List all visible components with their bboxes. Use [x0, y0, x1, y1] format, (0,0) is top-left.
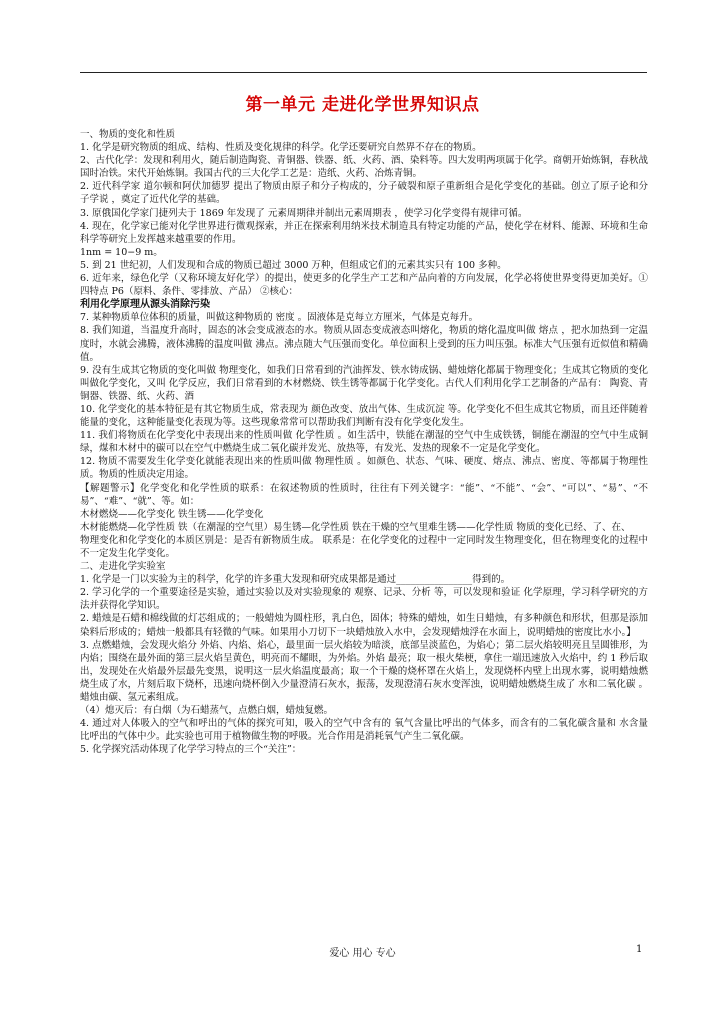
paragraph: 5. 化学探究活动体现了化学学习特点的三个“关注”： — [80, 744, 302, 756]
page-title: 第一单元 走进化学世界知识点 — [245, 95, 480, 115]
paragraph: 利用化学原理从源头消除污染 — [80, 299, 210, 311]
page-number: 1 — [636, 944, 643, 955]
paragraph: 一、物质的变化和性质 — [80, 129, 176, 140]
paragraph: 10. 化学变化的基本特征是有其它物质生成，常表现为 颜色改变、放出气体、生成沉淀 等。化学变化不但生成其它物质，而且还伴随着能量的变化，这种能量变化表现为等。这些现象常常可以帮助我们判断有没有化学变化发生。 — [80, 403, 648, 429]
paragraph: 木材燃烧——化学变化 铁生锈——化学变化 — [80, 508, 264, 520]
paragraph: 6. 近年来，绿色化学（又称环境友好化学）的提出，使更多的化学生产工艺和产品向着的方向发展，化学必将使世界变得更加美好。①四特点 P6（原料、条件、零排放、产品） ②核心： — [80, 273, 648, 298]
paragraph: 2. 学习化学的一个重要途径是实验，通过实验以及对实验现象的 观察、记录、分析 等，可以发现和验证 化学原理，学习科学研究的方法并获得化学知识。 — [80, 587, 648, 612]
paragraph: 11. 我们将物质在化学变化中表现出来的性质叫做 化学性质 。如生活中，铁能在潮湿的空气中生成铁锈，铜能在潮湿的空气中生成铜绿，煤和木材中的碳可以在空气中燃烧生成二氧化碳并发光、放热等，有发光、发热的现象不一定是化学变化。 — [80, 430, 648, 455]
paragraph: 3. 点燃蜡烛，会发现火焰分 外焰、内焰、焰心，最里面一层火焰较为暗淡，底部呈淡蓝色，为焰心；第二层火焰较明亮且呈圆锥形，为内焰；围绕在最外面的第三层火焰呈黄色，明亮而不耀眼，为外焰。外焰 最亮；取一根火柴梗，拿住一端迅速放入火焰中，约 1 秒后取出，发现处在火焰最外层最先变黑，说明这一层火焰温度最高；取一个干燥的烧杯罩在火焰上，发现烧杯内壁上出现水雾，说明蜡烛燃烧生成了水，片刻后取下烧杯，迅速向烧杯倒入少量澄清石灰水，振荡，发现澄清石灰水变浑浊，说明蜡烛燃烧生成了 水和二氧化碳 。蜡烛由碳、氢元素组成。 — [80, 639, 648, 704]
paragraph: 2. 近代科学家 道尔顿和阿伏加德罗 提出了物质由原子和分子构成的，分子破裂和原子重新组合是化学变化的基础。创立了原子论和分子学说 ，奠定了近代化学的基础。 — [80, 181, 648, 206]
paragraph: （4）熄灭后：有白烟（为石蜡蒸气，点燃白烟，蜡烛复燃。 — [80, 705, 334, 717]
paragraph: 1nm = 10−9 m。 — [80, 246, 163, 258]
paragraph: 2、古代化学：发现和利用火，随后制造陶瓷、青铜器、铁器、纸、火药、酒、染料等。四大发明两项属于化学。商朝开始炼铜，春秋战国时冶铁。宋代开始炼铜。我国古代的三大化学工艺是：造纸、火药、冶炼青铜。 — [80, 155, 648, 180]
paragraph: 9. 没有生成其它物质的变化叫做 物理变化，如我们日常看到的汽油挥发、铁水铸成锅、蜡烛熔化都属于物理变化；生成其它物质的变化叫做化学变化，又叫 化学反应，我们日常看到的木材燃烧、铁生锈等都属于化学变化。古代人们利用化学工艺制备的产品有： 陶瓷、青铜器、铁器、纸、火药、酒 — [80, 364, 648, 402]
paragraph: 4. 通过对人体吸入的空气和呼出的气体的探究可知，吸入的空气中含有的 氧气含量比呼出的气体多，而含有的二氧化碳含量和 水含量比呼出的气体中少。此实验也可用于植物做生物的呼吸。光合作用是消耗氧气产生二氧化碳。 — [80, 718, 648, 743]
paragraph: 1. 化学是研究物质的组成、结构、性质及变化规律的科学。化学还要研究自然界不存在的物质。 — [80, 142, 482, 154]
paragraph: 木材能燃烧—化学性质 铁（在潮湿的空气里）易生锈—化学性质 铁在干燥的空气里难生锈——化学性质 物质的变化已经、了、在、 — [80, 521, 631, 533]
paragraph: 4. 现在，化学家已能对化学世界进行微观探索，并正在探索利用纳米技术制造具有特定功能的产品，使化学在材料、能源、环境和生命科学等研究上发挥越来越重要的作用。 — [80, 220, 648, 245]
paragraph: 8. 我们知道，当温度升高时，固态的冰会变成液态的水。物质从固态变成液态叫熔化，物质的熔化温度叫做 熔点 ，把水加热到一定温度时，水就会沸腾，液体沸腾的温度叫做 沸点。沸点随大气压强而变化。单位面积上受到的压力叫压强。标准大气压强有近似值和精确值。 — [80, 325, 648, 363]
paragraph: 3. 原俄国化学家门捷列夫于 1869 年发现了 元素周期律并制出元素周期表 ，使学习化学变得有规律可循。 — [80, 207, 528, 219]
paragraph: 12. 物质不需要发生化学变化就能表现出来的性质叫做 物理性质 。如颜色、状态、气味、硬度、熔点、沸点、密度、等都属于物理性质。物质的性质决定用途。 — [80, 456, 648, 481]
body-text — [80, 128, 648, 757]
paragraph: 7. 某种物质单位体积的质量，叫做这种物质的 密度 。固液体是克每立方厘米，气体是克每升。 — [80, 312, 479, 324]
paragraph: 5. 到 21 世纪初，人们发现和合成的物质已超过 3000 万种，但组成它们的元素其实只有 100 多种。 — [80, 259, 507, 271]
paragraph: 2. 蜡烛是石蜡和棉线做的灯芯组成的；一般蜡烛为圆柱形，乳白色，固体；特殊的蜡烛，如生日蜡烛，有多种颜色和形状，但那是添加染料后形成的；蜡烛一般都具有轻微的气味。如果用小刀切下一块蜡烛放入水中，会发现蜡烛浮在水面上，说明蜡烛的密度比水小。】 — [80, 613, 648, 638]
footer-text: 爱心 用心 专心 — [329, 948, 396, 959]
paragraph: 二、走进化学实验室 — [80, 561, 166, 573]
paragraph: 物理变化和化学变化的本质区别是：是否有新物质生成。 联系是：在化学变化的过程中一定同时发生物理变化，但在物理变化的过程中不一定发生化学变化。 — [80, 534, 648, 559]
paragraph: 1. 化学是一门以实验为主的科学，化学的许多重大发现和研究成果都是通过________________得到的。 — [80, 574, 511, 586]
paragraph: 【解题警示】化学变化和化学性质的联系：在叙述物质的性质时，往往有下列关键字：“能”、“不能”、“会”、“可以”、“易”、“不易”、“难”、“就”、等。如： — [80, 482, 648, 507]
header-rule — [80, 72, 647, 73]
